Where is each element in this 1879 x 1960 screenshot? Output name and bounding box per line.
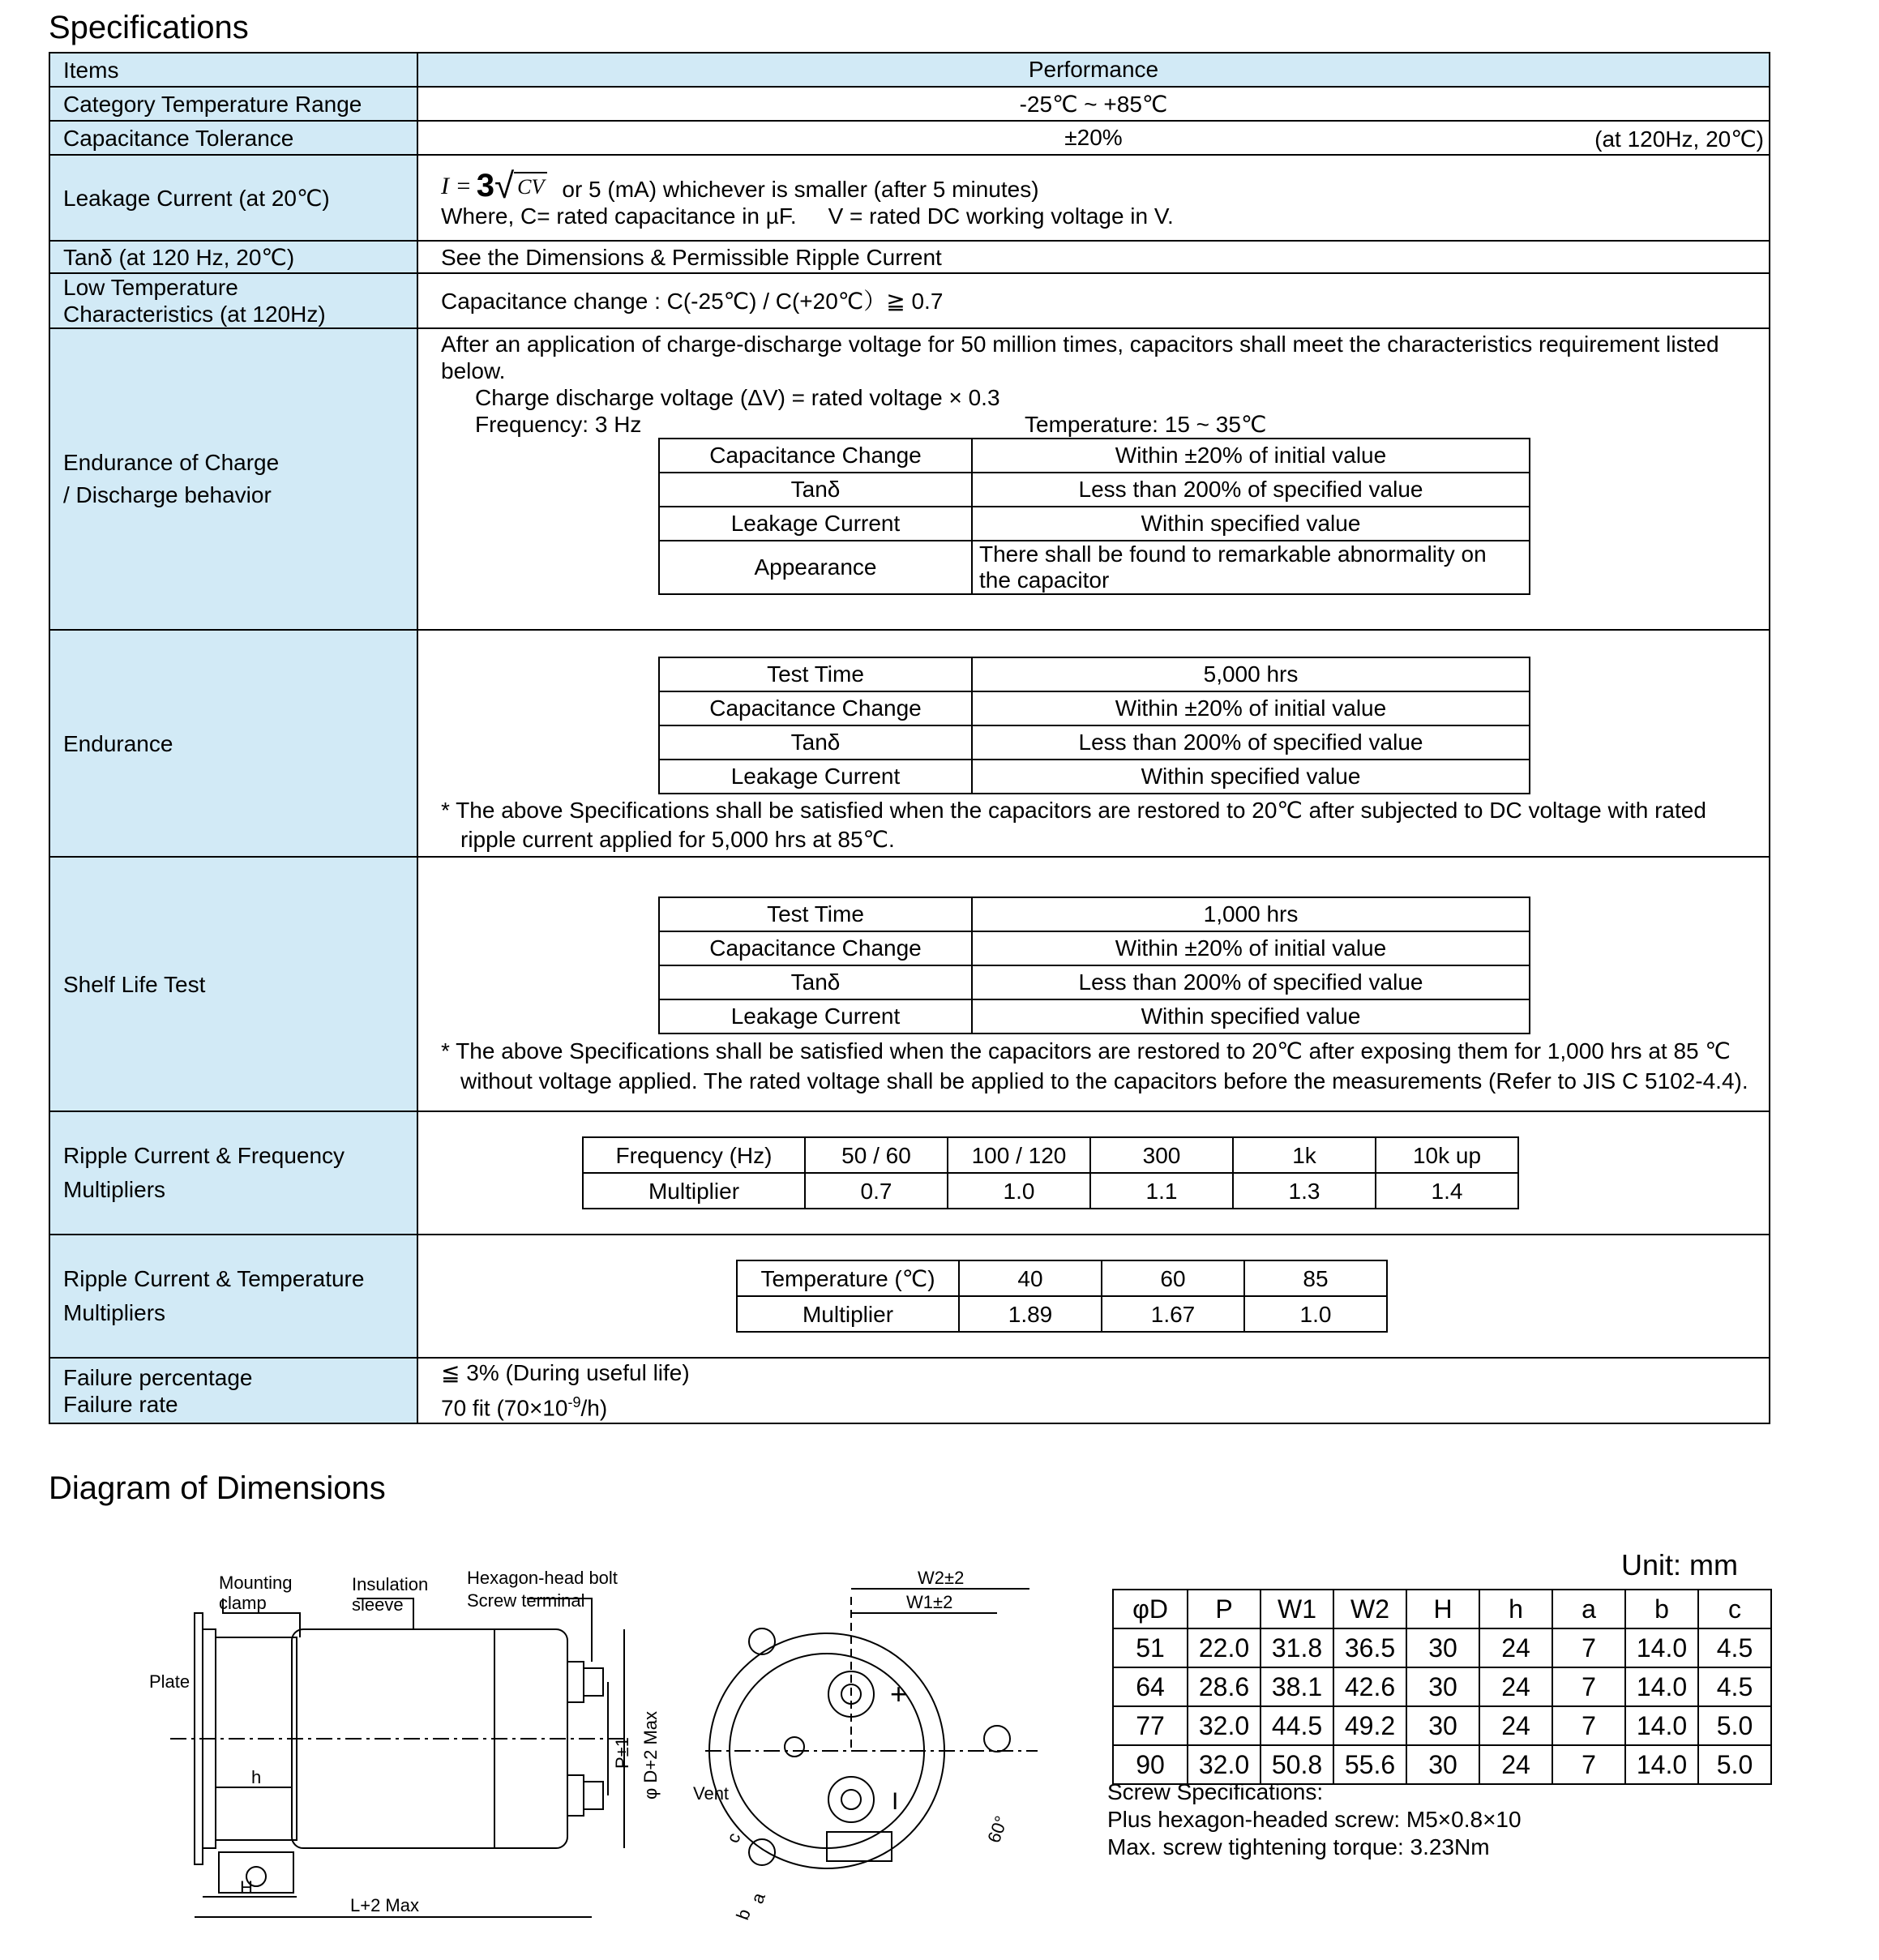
table-cell: Within ±20% of initial value — [972, 931, 1530, 965]
ripple-freq-label — [49, 1111, 417, 1235]
table-cell: 24 — [1479, 1706, 1552, 1745]
screw-specifications — [1107, 1778, 1522, 1861]
table-cell: 31.8 — [1261, 1628, 1333, 1667]
table-cell: 5.0 — [1698, 1745, 1771, 1784]
table-row — [659, 439, 1530, 473]
label-c: c — [722, 1829, 745, 1846]
table-cell: 90 — [1113, 1745, 1188, 1784]
table-cell: 24 — [1479, 1745, 1552, 1784]
shelf-life-note: * The above Specifications shall be satisfied when the capacitors are restored to 20℃ after exposing them for 1,000 hrs at 85 ℃ without voltage applied. The rated voltage shall be applied to the capacitors before the measurements (Refer to JIS C 5102-4.4). — [441, 1038, 1748, 1093]
table-row — [583, 1173, 1518, 1209]
table-cell: Within ±20% of initial value — [972, 439, 1530, 473]
table-cell: 1.0 — [948, 1173, 1090, 1209]
charge-discharge-voltage: Charge discharge voltage (ΔV) = rated voltage × 0.3 — [475, 385, 1000, 410]
table-cell: 1.4 — [1376, 1173, 1518, 1209]
formula-i: I = — [441, 173, 472, 199]
terminal-negative — [828, 1777, 874, 1822]
shelf-life-label: Shelf Life Test — [49, 857, 417, 1111]
low-temp-value: Capacitance change : C(-25℃) / C(+20℃）≧ 0.7 — [417, 273, 1770, 328]
mount-hole-top — [749, 1628, 775, 1654]
table-cell: 5.0 — [1698, 1706, 1771, 1745]
label-h-small: h — [251, 1767, 262, 1787]
table-row — [1113, 1706, 1771, 1745]
table-cell: 7 — [1552, 1745, 1625, 1784]
cap-tol-cell — [417, 121, 1770, 155]
table-cell: 38.1 — [1261, 1667, 1333, 1706]
table-cell: 22.0 — [1188, 1628, 1261, 1667]
tan-value: See the Dimensions & Permissible Ripple Current — [417, 241, 1770, 273]
shelf-life-value — [417, 857, 1770, 1111]
table-cell: 30 — [1406, 1745, 1479, 1784]
table-cell: 32.0 — [1188, 1706, 1261, 1745]
label-w2: W2±2 — [918, 1568, 965, 1588]
table-cell: Within specified value — [972, 760, 1530, 794]
table-cell: 100 / 120 — [948, 1137, 1090, 1173]
label-a: a — [747, 1889, 769, 1907]
table-cell: Capacitance Change — [659, 691, 972, 725]
table-cell: 10k up — [1376, 1137, 1518, 1173]
table-row — [659, 931, 1530, 965]
failure-label-2: Failure rate — [63, 1391, 178, 1417]
clamp-body — [216, 1637, 297, 1840]
category-temp-label: Category Temperature Range — [49, 87, 417, 121]
cap-tol-note: (at 120Hz, 20℃) — [1594, 126, 1764, 152]
charge-discharge-frequency: Frequency: 3 Hz — [475, 412, 642, 437]
table-cell: 1.89 — [959, 1296, 1102, 1332]
charge-discharge-value — [417, 328, 1770, 630]
table-cell: 14.0 — [1625, 1628, 1698, 1667]
failure-line2 — [441, 1388, 1769, 1423]
ripple-frequency-table — [582, 1136, 1519, 1209]
table-cell: 50.8 — [1261, 1745, 1333, 1784]
failure-line1: ≦ 3% (During useful life) — [441, 1360, 690, 1385]
label-hex-1: Hexagon-head bolt — [467, 1568, 618, 1588]
table-cell: 60 — [1102, 1260, 1244, 1296]
screw-line2: Max. screw tightening torque: 3.23Nm — [1107, 1834, 1490, 1859]
side-view — [170, 1598, 624, 1917]
table-cell: 24 — [1479, 1667, 1552, 1706]
table-row — [659, 725, 1530, 760]
table-cell: 30 — [1406, 1667, 1479, 1706]
header-items: Items — [49, 53, 417, 87]
table-cell: 1.67 — [1102, 1296, 1244, 1332]
table-row — [659, 657, 1530, 691]
table-cell: φD — [1113, 1590, 1188, 1628]
table-cell: 50 / 60 — [805, 1137, 948, 1173]
dimension-diagram — [138, 1564, 1054, 1937]
table-cell: Tanδ — [659, 725, 972, 760]
table-row — [737, 1260, 1387, 1296]
label-plate: Plate — [149, 1671, 190, 1692]
table-cell: 14.0 — [1625, 1745, 1698, 1784]
table-cell: 4.5 — [1698, 1628, 1771, 1667]
table-cell: Leakage Current — [659, 760, 972, 794]
table-cell: 44.5 — [1261, 1706, 1333, 1745]
charge-discharge-label — [49, 328, 417, 630]
ripple-temp-value — [417, 1235, 1770, 1358]
table-cell: Tanδ — [659, 965, 972, 999]
table-cell: 1.3 — [1233, 1173, 1376, 1209]
table-row — [1113, 1628, 1771, 1667]
table-cell: Multiplier — [583, 1173, 805, 1209]
label-mounting-1: Mounting — [219, 1573, 293, 1593]
endurance-value — [417, 630, 1770, 857]
table-cell: 40 — [959, 1260, 1102, 1296]
table-row — [659, 473, 1530, 507]
table-cell: There shall be found to remarkable abnormality on the capacitor — [972, 541, 1530, 594]
table-cell: 42.6 — [1333, 1667, 1406, 1706]
table-cell: Test Time — [659, 897, 972, 931]
label-mounting-2: clamp — [219, 1593, 267, 1613]
table-cell: Within specified value — [972, 507, 1530, 541]
leakage-formula — [441, 165, 547, 206]
table-row — [583, 1137, 1518, 1173]
endurance-label: Endurance — [49, 630, 417, 857]
cap-tol-label: Capacitance Tolerance — [49, 121, 417, 155]
table-cell: 1k — [1233, 1137, 1376, 1173]
specifications-table — [49, 52, 1770, 1424]
leakage-value — [417, 155, 1770, 241]
table-cell: Temperature (℃) — [737, 1260, 959, 1296]
charge-discharge-intro: After an application of charge-discharge voltage for 50 million times, capacitors shall meet the characteristics requirement listed below. — [441, 332, 1719, 383]
table-cell: 24 — [1479, 1628, 1552, 1667]
screw-title: Screw Specifications: — [1107, 1779, 1324, 1804]
minus-icon: I — [892, 1788, 899, 1815]
low-temp-label-1: Low Temperature — [63, 275, 238, 300]
tan-label: Tanδ (at 120 Hz, 20℃) — [49, 241, 417, 273]
table-cell: 49.2 — [1333, 1706, 1406, 1745]
table-cell: 77 — [1113, 1706, 1188, 1745]
section-title-specifications: Specifications — [49, 10, 249, 45]
label-length: L+2 Max — [350, 1895, 419, 1915]
table-row — [659, 965, 1530, 999]
ripple-temp-label — [49, 1235, 417, 1358]
table-cell: 85 — [1244, 1260, 1387, 1296]
ripple-temperature-table — [736, 1260, 1388, 1333]
table-cell: Within ±20% of initial value — [972, 691, 1530, 725]
table-row — [659, 541, 1530, 594]
table-cell: 7 — [1552, 1628, 1625, 1667]
endurance-note: * The above Specifications shall be satisfied when the capacitors are restored to 20℃ after subjected to DC voltage with rated ripple current applied for 5,000 hrs at 85℃. — [441, 798, 1706, 852]
table-row — [1113, 1590, 1771, 1628]
table-cell: Less than 200% of specified value — [972, 965, 1530, 999]
table-cell: Test Time — [659, 657, 972, 691]
label-b: b — [732, 1906, 755, 1923]
failure-label — [49, 1358, 417, 1423]
charge-discharge-temperature: Temperature: 15 ~ 35℃ — [1025, 412, 1267, 437]
leakage-line1: or 5 (mA) whichever is smaller (after 5 minutes) — [562, 176, 1039, 202]
table-cell: 7 — [1552, 1706, 1625, 1745]
table-cell: 1.0 — [1244, 1296, 1387, 1332]
section-title-diagram: Diagram of Dimensions — [49, 1470, 386, 1506]
failure-label-1: Failure percentage — [63, 1364, 253, 1390]
table-row — [659, 691, 1530, 725]
hatch-area — [827, 1832, 892, 1861]
terminal-bottom — [567, 1775, 584, 1816]
table-cell: 30 — [1406, 1628, 1479, 1667]
table-cell: 0.7 — [805, 1173, 948, 1209]
ripple-freq-label-1: Ripple Current & Frequency — [63, 1143, 345, 1168]
table-cell: 64 — [1113, 1667, 1188, 1706]
label-h-big: H — [240, 1877, 253, 1898]
charge-discharge-label-2: / Discharge behavior — [63, 482, 272, 507]
table-cell: 30 — [1406, 1706, 1479, 1745]
table-cell: Capacitance Change — [659, 439, 972, 473]
terminal-top — [567, 1662, 584, 1702]
failure-rate-exponent: -9 — [567, 1394, 581, 1410]
table-row — [659, 760, 1530, 794]
table-cell: b — [1625, 1590, 1698, 1628]
table-cell: 14.0 — [1625, 1706, 1698, 1745]
table-cell: W2 — [1333, 1590, 1406, 1628]
label-angle: 60° — [983, 1812, 1012, 1846]
table-cell: H — [1406, 1590, 1479, 1628]
table-cell: 51 — [1113, 1628, 1188, 1667]
label-pitch: P±1 — [612, 1737, 632, 1769]
table-cell: Appearance — [659, 541, 972, 594]
table-row — [1113, 1667, 1771, 1706]
label-insulation-2: sleeve — [352, 1594, 404, 1615]
formula-cv: CV — [514, 172, 547, 200]
ripple-temp-label-2: Multipliers — [63, 1300, 166, 1325]
failure-value — [417, 1358, 1770, 1423]
table-row — [659, 507, 1530, 541]
mount-hole-bottom — [749, 1839, 775, 1865]
cap-tol-value: ±20% — [1064, 125, 1123, 150]
leakage-label: Leakage Current (at 20℃) — [49, 155, 417, 241]
table-cell: 28.6 — [1188, 1667, 1261, 1706]
table-cell: c — [1698, 1590, 1771, 1628]
table-cell: 32.0 — [1188, 1745, 1261, 1784]
formula-coefficient: 3 — [476, 168, 494, 203]
bolt-bottom — [584, 1782, 603, 1809]
terminal-negative-core — [841, 1790, 861, 1809]
table-cell: Frequency (Hz) — [583, 1137, 805, 1173]
table-cell: 4.5 — [1698, 1667, 1771, 1706]
ripple-freq-label-2: Multipliers — [63, 1177, 166, 1202]
unit-label: Unit: mm — [1621, 1548, 1738, 1581]
table-cell: W1 — [1261, 1590, 1333, 1628]
table-cell: h — [1479, 1590, 1552, 1628]
table-cell: Tanδ — [659, 473, 972, 507]
category-temp-value: -25℃ ~ +85℃ — [417, 87, 1770, 121]
bolt-top — [584, 1668, 603, 1696]
low-temp-label — [49, 273, 417, 328]
ripple-temp-label-1: Ripple Current & Temperature — [63, 1266, 365, 1291]
table-cell: 36.5 — [1333, 1628, 1406, 1667]
table-row — [659, 897, 1530, 931]
table-cell: Leakage Current — [659, 999, 972, 1033]
charge-discharge-criteria-table — [658, 438, 1530, 595]
label-vent: Vent — [693, 1783, 730, 1804]
label-hex-2: Screw terminal — [467, 1590, 585, 1611]
failure-rate-text: 70 fit (70×10 — [441, 1395, 568, 1421]
label-insulation-1: Insulation — [352, 1574, 429, 1594]
mount-hole-right — [984, 1726, 1010, 1752]
table-cell: Capacitance Change — [659, 931, 972, 965]
low-temp-label-2: Characteristics (at 120Hz) — [63, 302, 326, 327]
dimensions-table — [1112, 1589, 1772, 1785]
table-cell: 300 — [1090, 1137, 1233, 1173]
charge-discharge-label-1: Endurance of Charge — [63, 450, 280, 475]
table-row — [659, 999, 1530, 1033]
ripple-freq-value — [417, 1111, 1770, 1235]
table-row — [737, 1296, 1387, 1332]
table-cell: 1.1 — [1090, 1173, 1233, 1209]
table-cell: Less than 200% of specified value — [972, 473, 1530, 507]
table-cell: P — [1188, 1590, 1261, 1628]
table-cell: 14.0 — [1625, 1667, 1698, 1706]
table-cell: a — [1552, 1590, 1625, 1628]
table-cell: Less than 200% of specified value — [972, 725, 1530, 760]
failure-rate-unit: /h) — [580, 1395, 608, 1421]
table-cell: Within specified value — [972, 999, 1530, 1033]
header-performance: Performance — [417, 53, 1770, 87]
label-w1: W1±2 — [906, 1592, 953, 1612]
table-cell: 55.6 — [1333, 1745, 1406, 1784]
table-cell: Multiplier — [737, 1296, 959, 1332]
sqrt-icon: √ — [494, 165, 515, 206]
table-cell: 7 — [1552, 1667, 1625, 1706]
endurance-table — [658, 657, 1530, 794]
table-cell: 5,000 hrs — [972, 657, 1530, 691]
table-cell: 1,000 hrs — [972, 897, 1530, 931]
table-cell: Leakage Current — [659, 507, 972, 541]
plus-icon: + — [890, 1677, 908, 1710]
vent-icon — [785, 1737, 804, 1757]
screw-line1: Plus hexagon-headed screw: M5×0.8×10 — [1107, 1807, 1522, 1832]
label-diameter: φ D+2 Max — [640, 1710, 661, 1800]
shelf-life-table — [658, 897, 1530, 1034]
leakage-line2: Where, C= rated capacitance in µF. V = rated DC working voltage in V. — [441, 203, 1174, 229]
